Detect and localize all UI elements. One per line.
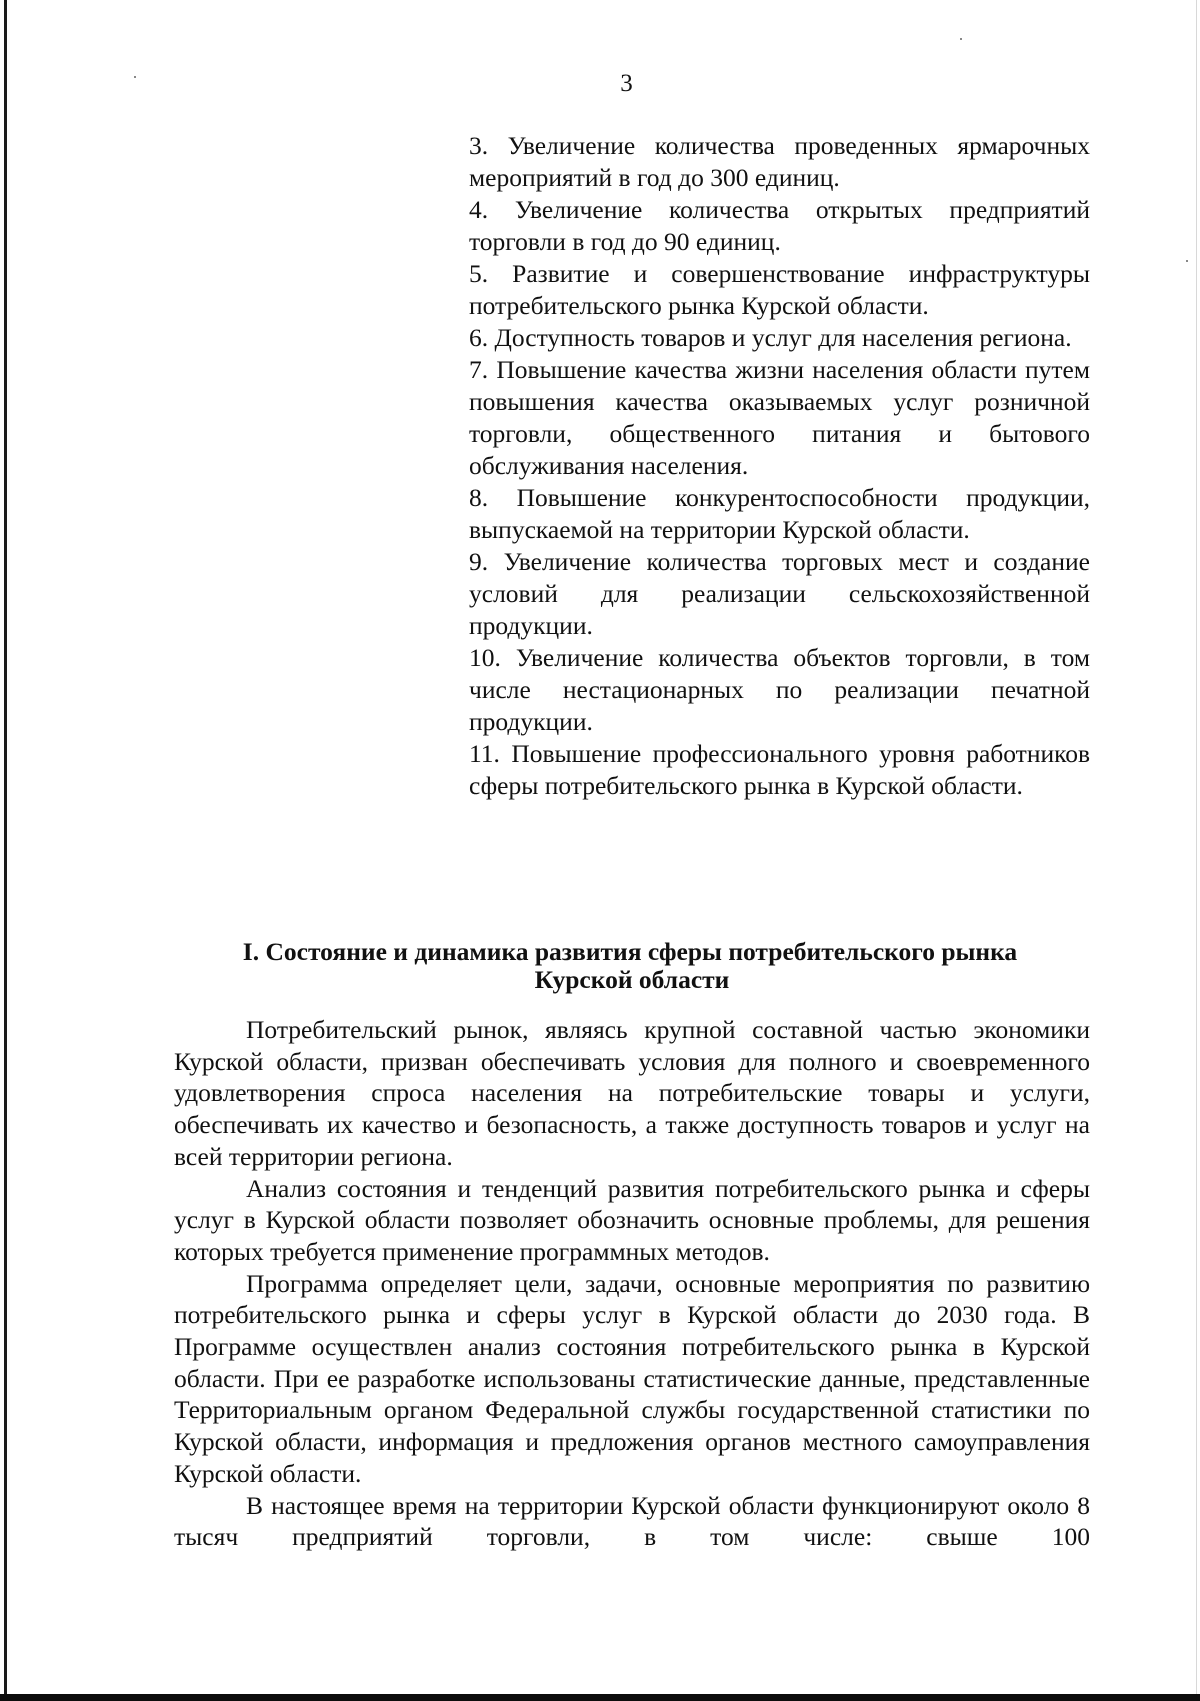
goal-item: 3. Увеличение количества проведенных ярмарочных мероприятий в год до 300 единиц. <box>469 131 1090 192</box>
scan-right-edge <box>1196 0 1197 1701</box>
goal-item: 7. Повышение качества жизни населения области путем повышения качества оказываемых услуг розничной торговли, общественного питания и бытового обслуживания населения. <box>469 355 1090 480</box>
body-paragraph: В настоящее время на территории Курской области функционируют около 8 тысяч предприятий торговли, в том числе: свыше 100 <box>174 1490 1090 1552</box>
goal-item: 10. Увеличение количества объектов торговли, в том числе нестационарных по реализации печатной продукции. <box>469 643 1090 736</box>
section-body <box>174 1014 1090 1553</box>
scan-speck <box>960 38 962 40</box>
goal-item: 5. Развитие и совершенствование инфраструктуры потребительского рынка Курской области. <box>469 259 1090 320</box>
goal-item: 8. Повышение конкурентоспособности продукции, выпускаемой на территории Курской области. <box>469 483 1090 544</box>
body-paragraph: Анализ состояния и тенденций развития потребительского рынка и сферы услуг в Курской области позволяет обозначить основные проблемы, для решения которых требуется применение программных методов. <box>174 1173 1090 1266</box>
goal-item: 4. Увеличение количества открытых предприятий торговли в год до 90 единиц. <box>469 195 1090 256</box>
scan-bottom-edge <box>0 1694 1200 1701</box>
section-heading <box>170 938 1090 994</box>
goal-item: 11. Повышение профессионального уровня работников сферы потребительского рынка в Курской области. <box>469 739 1090 800</box>
scan-speck <box>1186 260 1188 262</box>
goals-list <box>469 130 1090 802</box>
body-paragraph: Потребительский рынок, являясь крупной составной частью экономики Курской области, призван обеспечивать условия для полного и своевременного удовлетворения спроса населения на потребительские товары и услуги, обеспечивать их качество и безопасность, а также доступность товаров и услуг на всей территории региона. <box>174 1015 1090 1171</box>
goal-item: 6. Доступность товаров и услуг для населения региона. <box>469 323 1072 352</box>
scan-left-edge <box>4 0 7 1701</box>
goal-item: 9. Увеличение количества торговых мест и создание условий для реализации сельскохозяйственной продукции. <box>469 547 1090 640</box>
section-heading-line-1: I. Состояние и динамика развития сферы потребительского рынка <box>242 937 1018 966</box>
body-paragraph: Программа определяет цели, задачи, основные мероприятия по развитию потребительского рынка и сферы услуг в Курской области до 2030 года. В Программе осуществлен анализ состояния потребительского рынка в Курской области. При ее разработке использованы статистические данные, представленные Территориальным органом Федеральной службы государственной статистики по Курской области, информация и предложения органов местного самоуправления Курской области. <box>174 1268 1090 1488</box>
section-heading-line-2: Курской области <box>534 965 730 994</box>
page-number: 3 <box>620 70 633 97</box>
